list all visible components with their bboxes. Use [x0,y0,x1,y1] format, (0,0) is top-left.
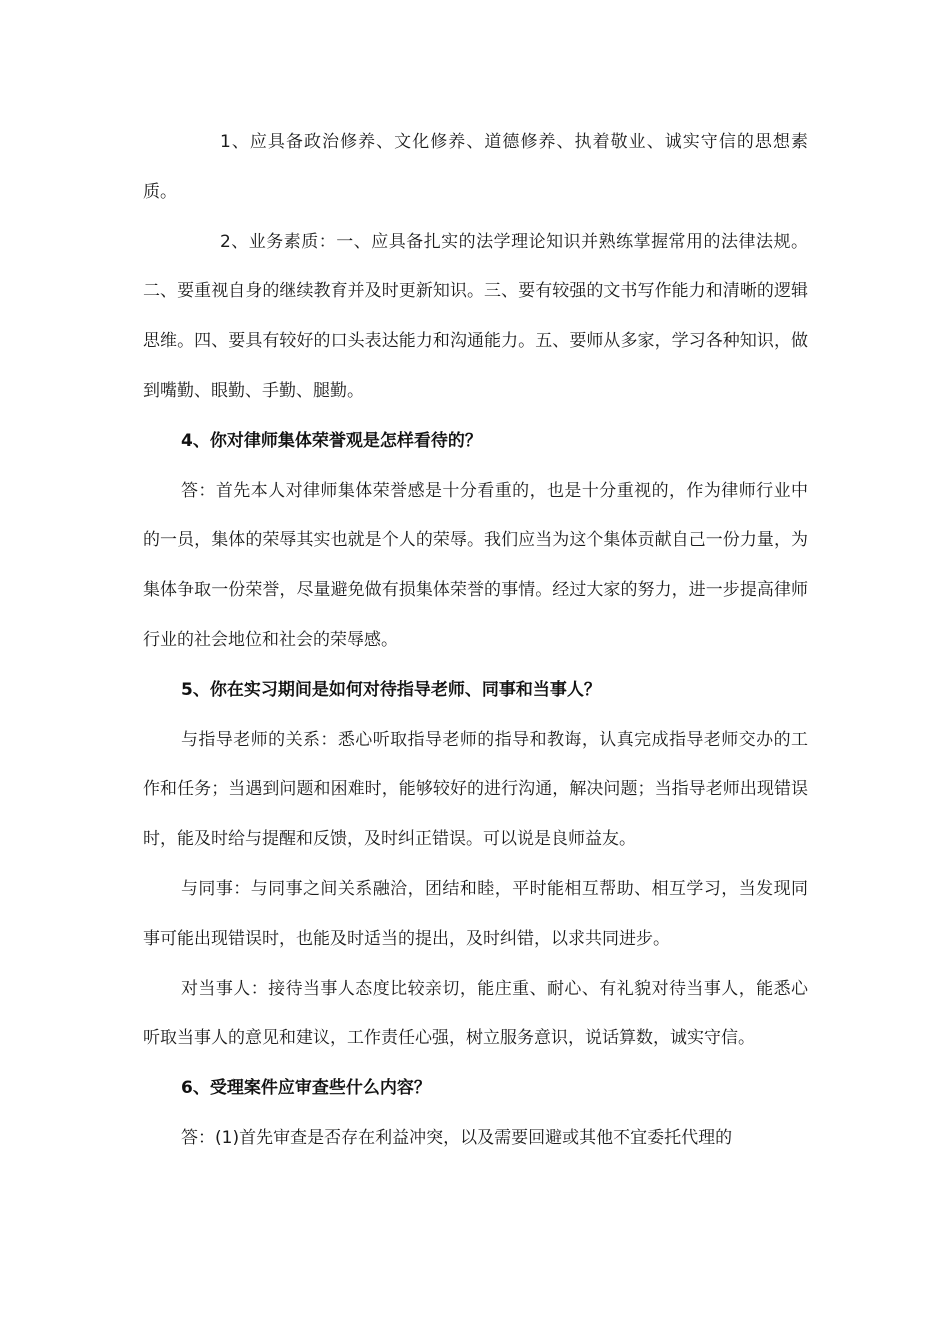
question-6-heading: 6、受理案件应审查些什么内容？ [181,1078,431,1099]
question-5-heading: 5、你在实习期间是如何对待指导老师、同事和当事人？ [181,679,601,700]
question-4-heading: 4、你对律师集体荣誉观是怎样看待的？ [181,430,482,451]
paragraph-professional-quality: 2、业务素质：一、应具备扎实的法学理论知识并熟练掌握常用的法律法规。二、要重视自身的继续教育并及时更新知识。三、要有较强的文书写作能力和清晰的逻辑思维。四、要具有较好的口头表达能力和沟通能力。五、要师从多家，学习各种知识，做到嘴勤、眼勤、手勤、腿勤。 [143,231,808,401]
answer-5-client-paragraph: 对当事人：接待当事人态度比较亲切，能庄重、耐心、有礼貌对待当事人，能悉心听取当事人的意见和建议，工作责任心强，树立服务意识，说话算数，诚实守信。 [143,978,808,1049]
answer-6-paragraph: 答：(1)首先审查是否存在利益冲突，以及需要回避或其他不宜委托代理的 [181,1127,733,1148]
answer-5-instructor-paragraph: 与指导老师的关系：悉心听取指导老师的指导和教诲，认真完成指导老师交办的工作和任务；当遇到问题和困难时，能够较好的进行沟通，解决问题；当指导老师出现错误时，能及时给与提醒和反馈，及时纠正错误。可以说是良师益友。 [143,729,808,850]
document-body [143,118,808,1164]
answer-4-paragraph: 答：首先本人对律师集体荣誉感是十分看重的，也是十分重视的，作为律师行业中的一员，集体的荣辱其实也就是个人的荣辱。我们应当为这个集体贡献自己一份力量，为集体争取一份荣誉，尽量避免做有损集体荣誉的事情。经过大家的努力，进一步提高律师行业的社会地位和社会的荣辱感。 [143,480,808,650]
answer-5-colleague-paragraph: 与同事：与同事之间关系融洽，团结和睦，平时能相互帮助、相互学习，当发现同事可能出现错误时，也能及时适当的提出，及时纠错，以求共同进步。 [143,878,808,949]
paragraph-ideological-quality: 1、应具备政治修养、文化修养、道德修养、执着敬业、诚实守信的思想素质。 [143,132,808,202]
